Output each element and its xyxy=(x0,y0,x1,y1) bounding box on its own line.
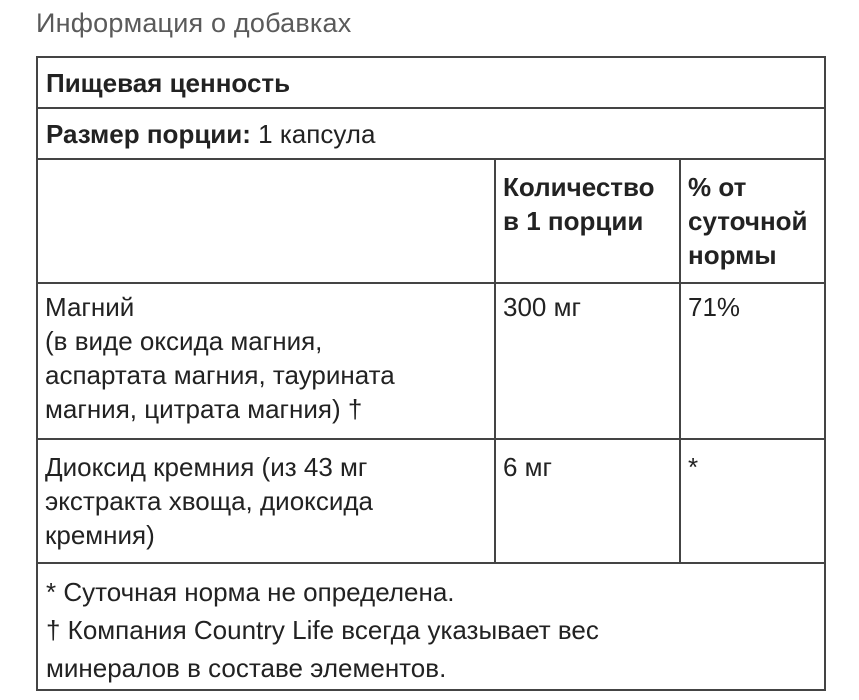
footnotes xyxy=(38,564,824,689)
header-daily-value-cell xyxy=(681,160,824,282)
nutrient-daily-value-cell xyxy=(681,284,824,438)
table-header-row xyxy=(38,160,824,284)
serving-size-row xyxy=(38,109,824,160)
nutrient-name-line: экстракта хвоща, диоксида xyxy=(45,486,373,516)
nutrient-name-line: (в виде оксида магния, xyxy=(45,326,323,356)
header-nutrient-cell xyxy=(38,160,496,282)
header-dv-line: % от xyxy=(688,172,747,202)
table-row xyxy=(38,284,824,440)
nutrient-name-line: Диоксид кремния (из 43 мг xyxy=(45,452,368,482)
serving-size-value: 1 капсула xyxy=(258,119,376,149)
nutrient-name-cell xyxy=(38,284,496,438)
header-dv-line: нормы xyxy=(688,240,777,270)
nutrient-amount: 300 мг xyxy=(503,292,581,322)
table-row xyxy=(38,440,824,564)
nutrient-name-line: Магний xyxy=(45,292,135,322)
header-amount-cell xyxy=(496,160,681,282)
footnote-line: * Суточная норма не определена. xyxy=(46,577,455,607)
nutrient-daily-value: * xyxy=(688,452,699,482)
header-amount-line: Количество xyxy=(503,172,655,202)
serving-size-label: Размер порции: xyxy=(46,119,251,149)
nutrient-daily-value-cell xyxy=(681,440,824,562)
nutrient-amount: 6 мг xyxy=(503,452,553,482)
supplement-facts-table xyxy=(36,56,826,691)
header-amount-line: в 1 порции xyxy=(503,206,644,236)
nutrient-name-cell xyxy=(38,440,496,562)
table-title: Пищевая ценность xyxy=(46,68,291,98)
nutrient-name-line: кремния) xyxy=(45,520,155,550)
nutrient-daily-value: 71% xyxy=(688,292,741,322)
nutrient-amount-cell xyxy=(496,284,681,438)
footnote-line: минералов в составе элементов. xyxy=(46,653,447,683)
nutrient-name-line: магния, цитрата магния) † xyxy=(45,394,363,424)
page-title: Информация о добавках xyxy=(36,8,352,38)
nutrient-name-line: аспартата магния, таурината xyxy=(45,360,395,390)
nutrient-amount-cell xyxy=(496,440,681,562)
footnote-line: † Компания Country Life всегда указывает вес xyxy=(46,615,599,645)
header-dv-line: суточной xyxy=(688,206,808,236)
table-title-row xyxy=(38,58,824,109)
